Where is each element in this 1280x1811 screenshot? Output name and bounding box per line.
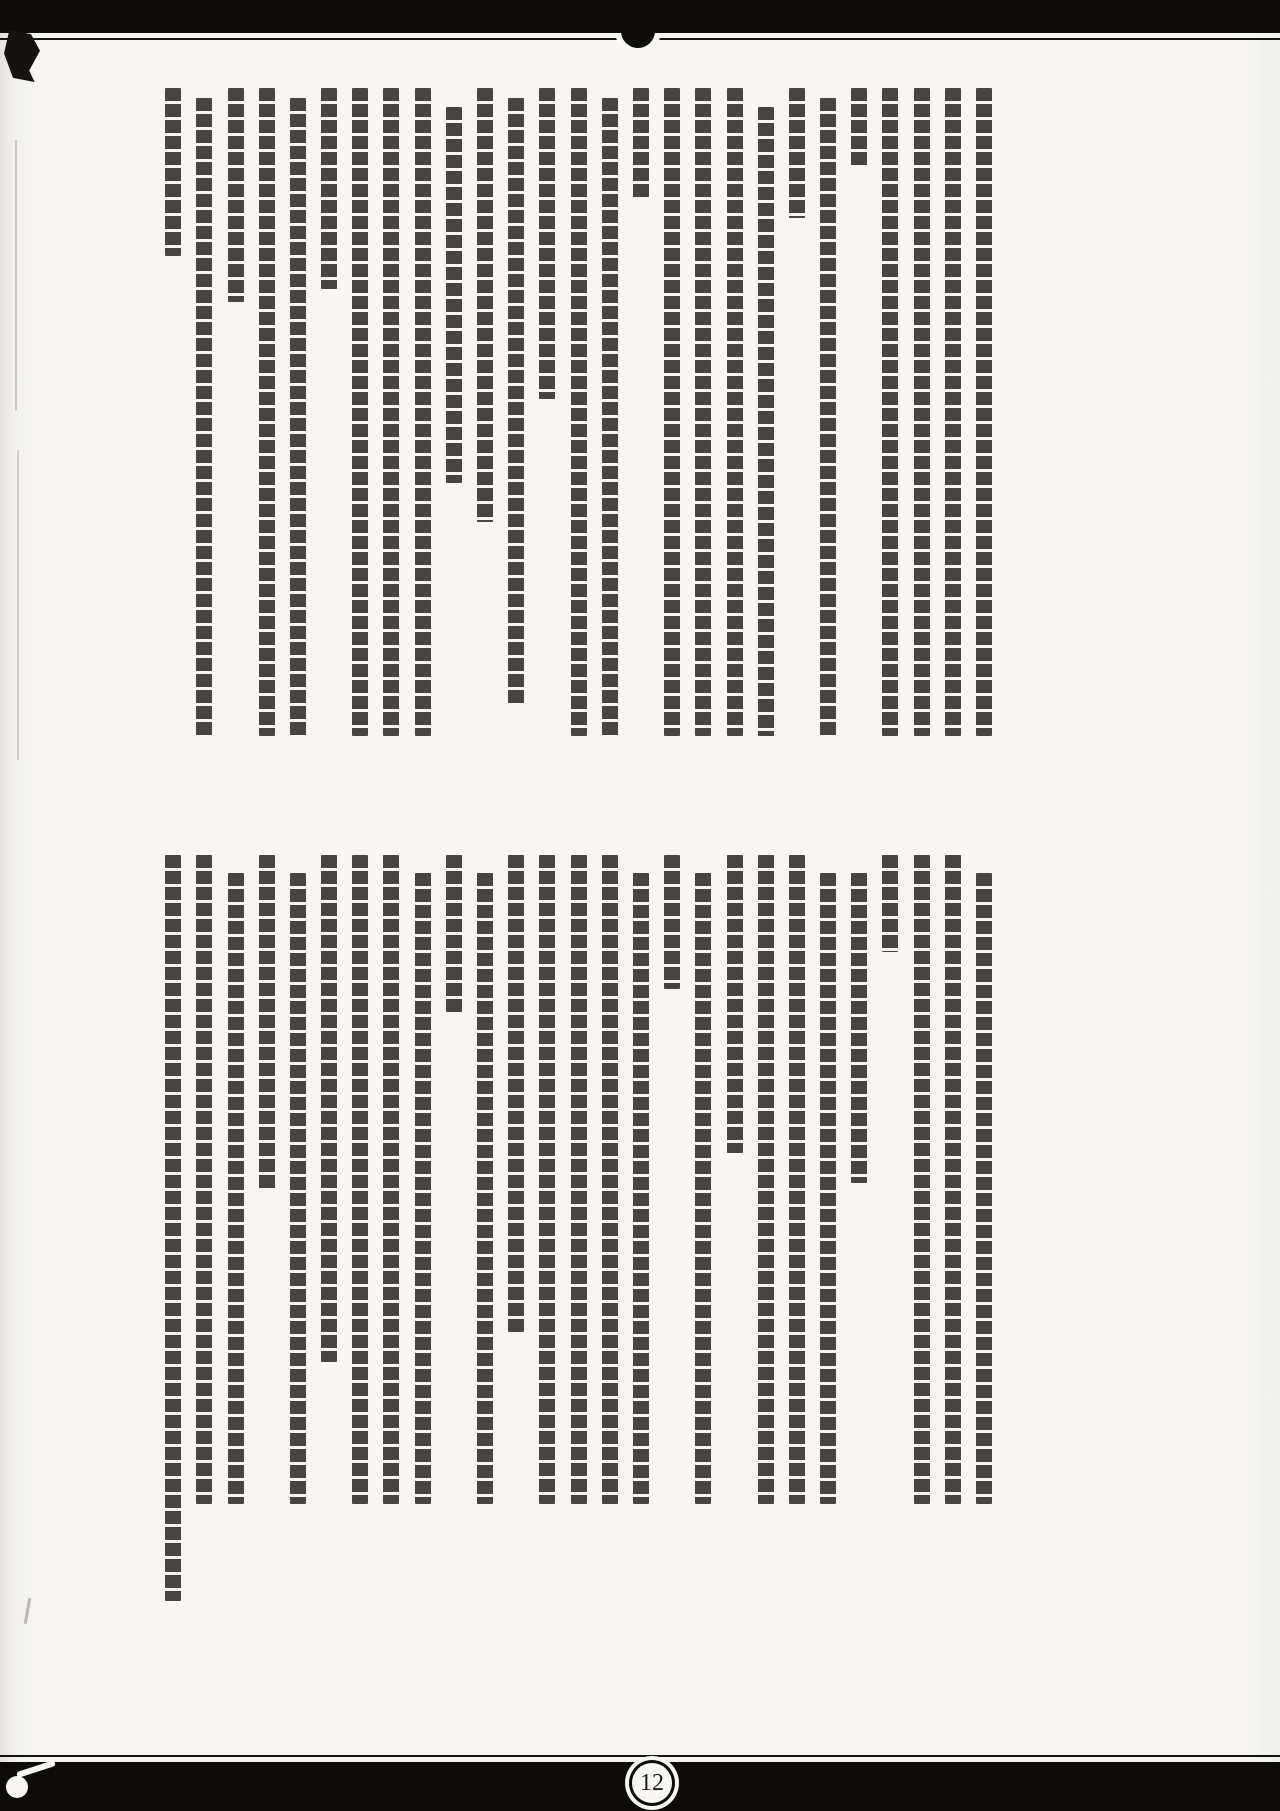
redacted-text bbox=[727, 855, 743, 1153]
redacted-text bbox=[383, 88, 399, 736]
page-number: 12 bbox=[632, 1763, 672, 1803]
text-column bbox=[819, 88, 837, 736]
upper-text-block bbox=[150, 88, 993, 736]
text-column bbox=[850, 88, 868, 736]
text-column bbox=[632, 88, 650, 736]
text-column bbox=[195, 855, 213, 1601]
text-column bbox=[382, 855, 400, 1601]
text-column bbox=[788, 855, 806, 1601]
text-column bbox=[289, 855, 307, 1601]
text-column bbox=[663, 88, 681, 736]
redacted-text bbox=[789, 855, 805, 1504]
text-column bbox=[227, 855, 245, 1601]
text-column bbox=[601, 88, 619, 736]
text-column bbox=[258, 855, 276, 1601]
redacted-text bbox=[290, 873, 306, 1504]
bottom-rule bbox=[0, 1755, 1280, 1757]
text-column bbox=[881, 855, 899, 1601]
text-column bbox=[320, 88, 338, 736]
scan-streak bbox=[24, 1598, 31, 1624]
redacted-text bbox=[664, 88, 680, 736]
text-column bbox=[258, 88, 276, 736]
redacted-text bbox=[539, 855, 555, 1504]
text-column bbox=[227, 88, 245, 736]
redacted-text bbox=[976, 873, 992, 1504]
redacted-text bbox=[571, 855, 587, 1504]
redacted-text bbox=[196, 855, 212, 1504]
redacted-text bbox=[664, 855, 680, 989]
redacted-text bbox=[758, 855, 774, 1504]
text-column bbox=[757, 855, 775, 1601]
text-column bbox=[975, 88, 993, 736]
text-column bbox=[757, 88, 775, 736]
redacted-text bbox=[695, 873, 711, 1504]
redacted-text bbox=[446, 855, 462, 1012]
text-column bbox=[382, 88, 400, 736]
text-column bbox=[476, 88, 494, 736]
text-column bbox=[164, 88, 182, 736]
text-column bbox=[414, 88, 432, 736]
redacted-text bbox=[695, 88, 711, 736]
text-column bbox=[445, 855, 463, 1601]
redacted-text bbox=[851, 88, 867, 166]
scan-streak bbox=[15, 140, 17, 410]
corner-ornament-slit bbox=[16, 1760, 56, 1778]
text-column bbox=[570, 855, 588, 1601]
redacted-text bbox=[228, 873, 244, 1504]
redacted-text bbox=[259, 855, 275, 1191]
text-column bbox=[819, 855, 837, 1601]
text-column bbox=[601, 855, 619, 1601]
corner-ornament-hole bbox=[6, 1776, 28, 1798]
text-column bbox=[289, 88, 307, 736]
redacted-text bbox=[914, 855, 930, 1504]
text-column bbox=[975, 855, 993, 1601]
text-column bbox=[881, 88, 899, 736]
redacted-text bbox=[290, 98, 306, 736]
text-column bbox=[507, 88, 525, 736]
redacted-text bbox=[882, 88, 898, 736]
text-column bbox=[913, 88, 931, 736]
redacted-text bbox=[165, 88, 181, 256]
text-column bbox=[507, 855, 525, 1601]
redacted-text bbox=[945, 88, 961, 736]
redacted-text bbox=[321, 88, 337, 289]
lower-text-block bbox=[150, 855, 993, 1601]
redacted-text bbox=[882, 855, 898, 952]
redacted-text bbox=[352, 88, 368, 736]
redacted-text bbox=[196, 98, 212, 736]
text-column bbox=[570, 88, 588, 736]
redacted-text bbox=[477, 88, 493, 522]
redacted-text bbox=[945, 855, 961, 1504]
redacted-text bbox=[415, 88, 431, 736]
redacted-text bbox=[259, 88, 275, 736]
redacted-text bbox=[477, 873, 493, 1504]
text-column bbox=[476, 855, 494, 1601]
redacted-text bbox=[383, 855, 399, 1504]
text-column bbox=[694, 855, 712, 1601]
text-column bbox=[632, 855, 650, 1601]
text-column bbox=[944, 88, 962, 736]
redacted-text bbox=[571, 88, 587, 736]
text-column bbox=[788, 88, 806, 736]
redacted-text bbox=[633, 873, 649, 1504]
redacted-text bbox=[727, 88, 743, 736]
text-column bbox=[538, 88, 556, 736]
text-column bbox=[414, 855, 432, 1601]
redacted-text bbox=[508, 855, 524, 1332]
text-column bbox=[351, 88, 369, 736]
text-column bbox=[944, 855, 962, 1601]
redacted-text bbox=[633, 88, 649, 198]
corner-ornament bbox=[0, 1762, 52, 1808]
redacted-text bbox=[820, 873, 836, 1504]
text-column bbox=[164, 855, 182, 1601]
text-column bbox=[663, 855, 681, 1601]
redacted-text bbox=[602, 855, 618, 1504]
text-column bbox=[726, 855, 744, 1601]
text-column bbox=[913, 855, 931, 1601]
redacted-text bbox=[820, 98, 836, 736]
text-column bbox=[850, 855, 868, 1601]
redacted-text bbox=[228, 88, 244, 302]
text-column bbox=[726, 88, 744, 736]
text-column bbox=[320, 855, 338, 1601]
redacted-text bbox=[851, 873, 867, 1183]
redacted-text bbox=[789, 88, 805, 218]
redacted-text bbox=[321, 855, 337, 1362]
redacted-text bbox=[602, 98, 618, 736]
redacted-text bbox=[914, 88, 930, 736]
top-border-band bbox=[0, 0, 1280, 33]
text-column bbox=[195, 88, 213, 736]
redacted-text bbox=[508, 98, 524, 704]
text-column bbox=[351, 855, 369, 1601]
redacted-text bbox=[446, 107, 462, 483]
redacted-text bbox=[352, 855, 368, 1504]
redacted-text bbox=[165, 855, 181, 1601]
text-column bbox=[445, 88, 463, 736]
redacted-text bbox=[415, 873, 431, 1504]
scan-streak bbox=[17, 450, 19, 760]
text-column bbox=[694, 88, 712, 736]
redacted-text bbox=[976, 88, 992, 736]
redacted-text bbox=[758, 107, 774, 736]
text-column bbox=[538, 855, 556, 1601]
redacted-text bbox=[539, 88, 555, 399]
